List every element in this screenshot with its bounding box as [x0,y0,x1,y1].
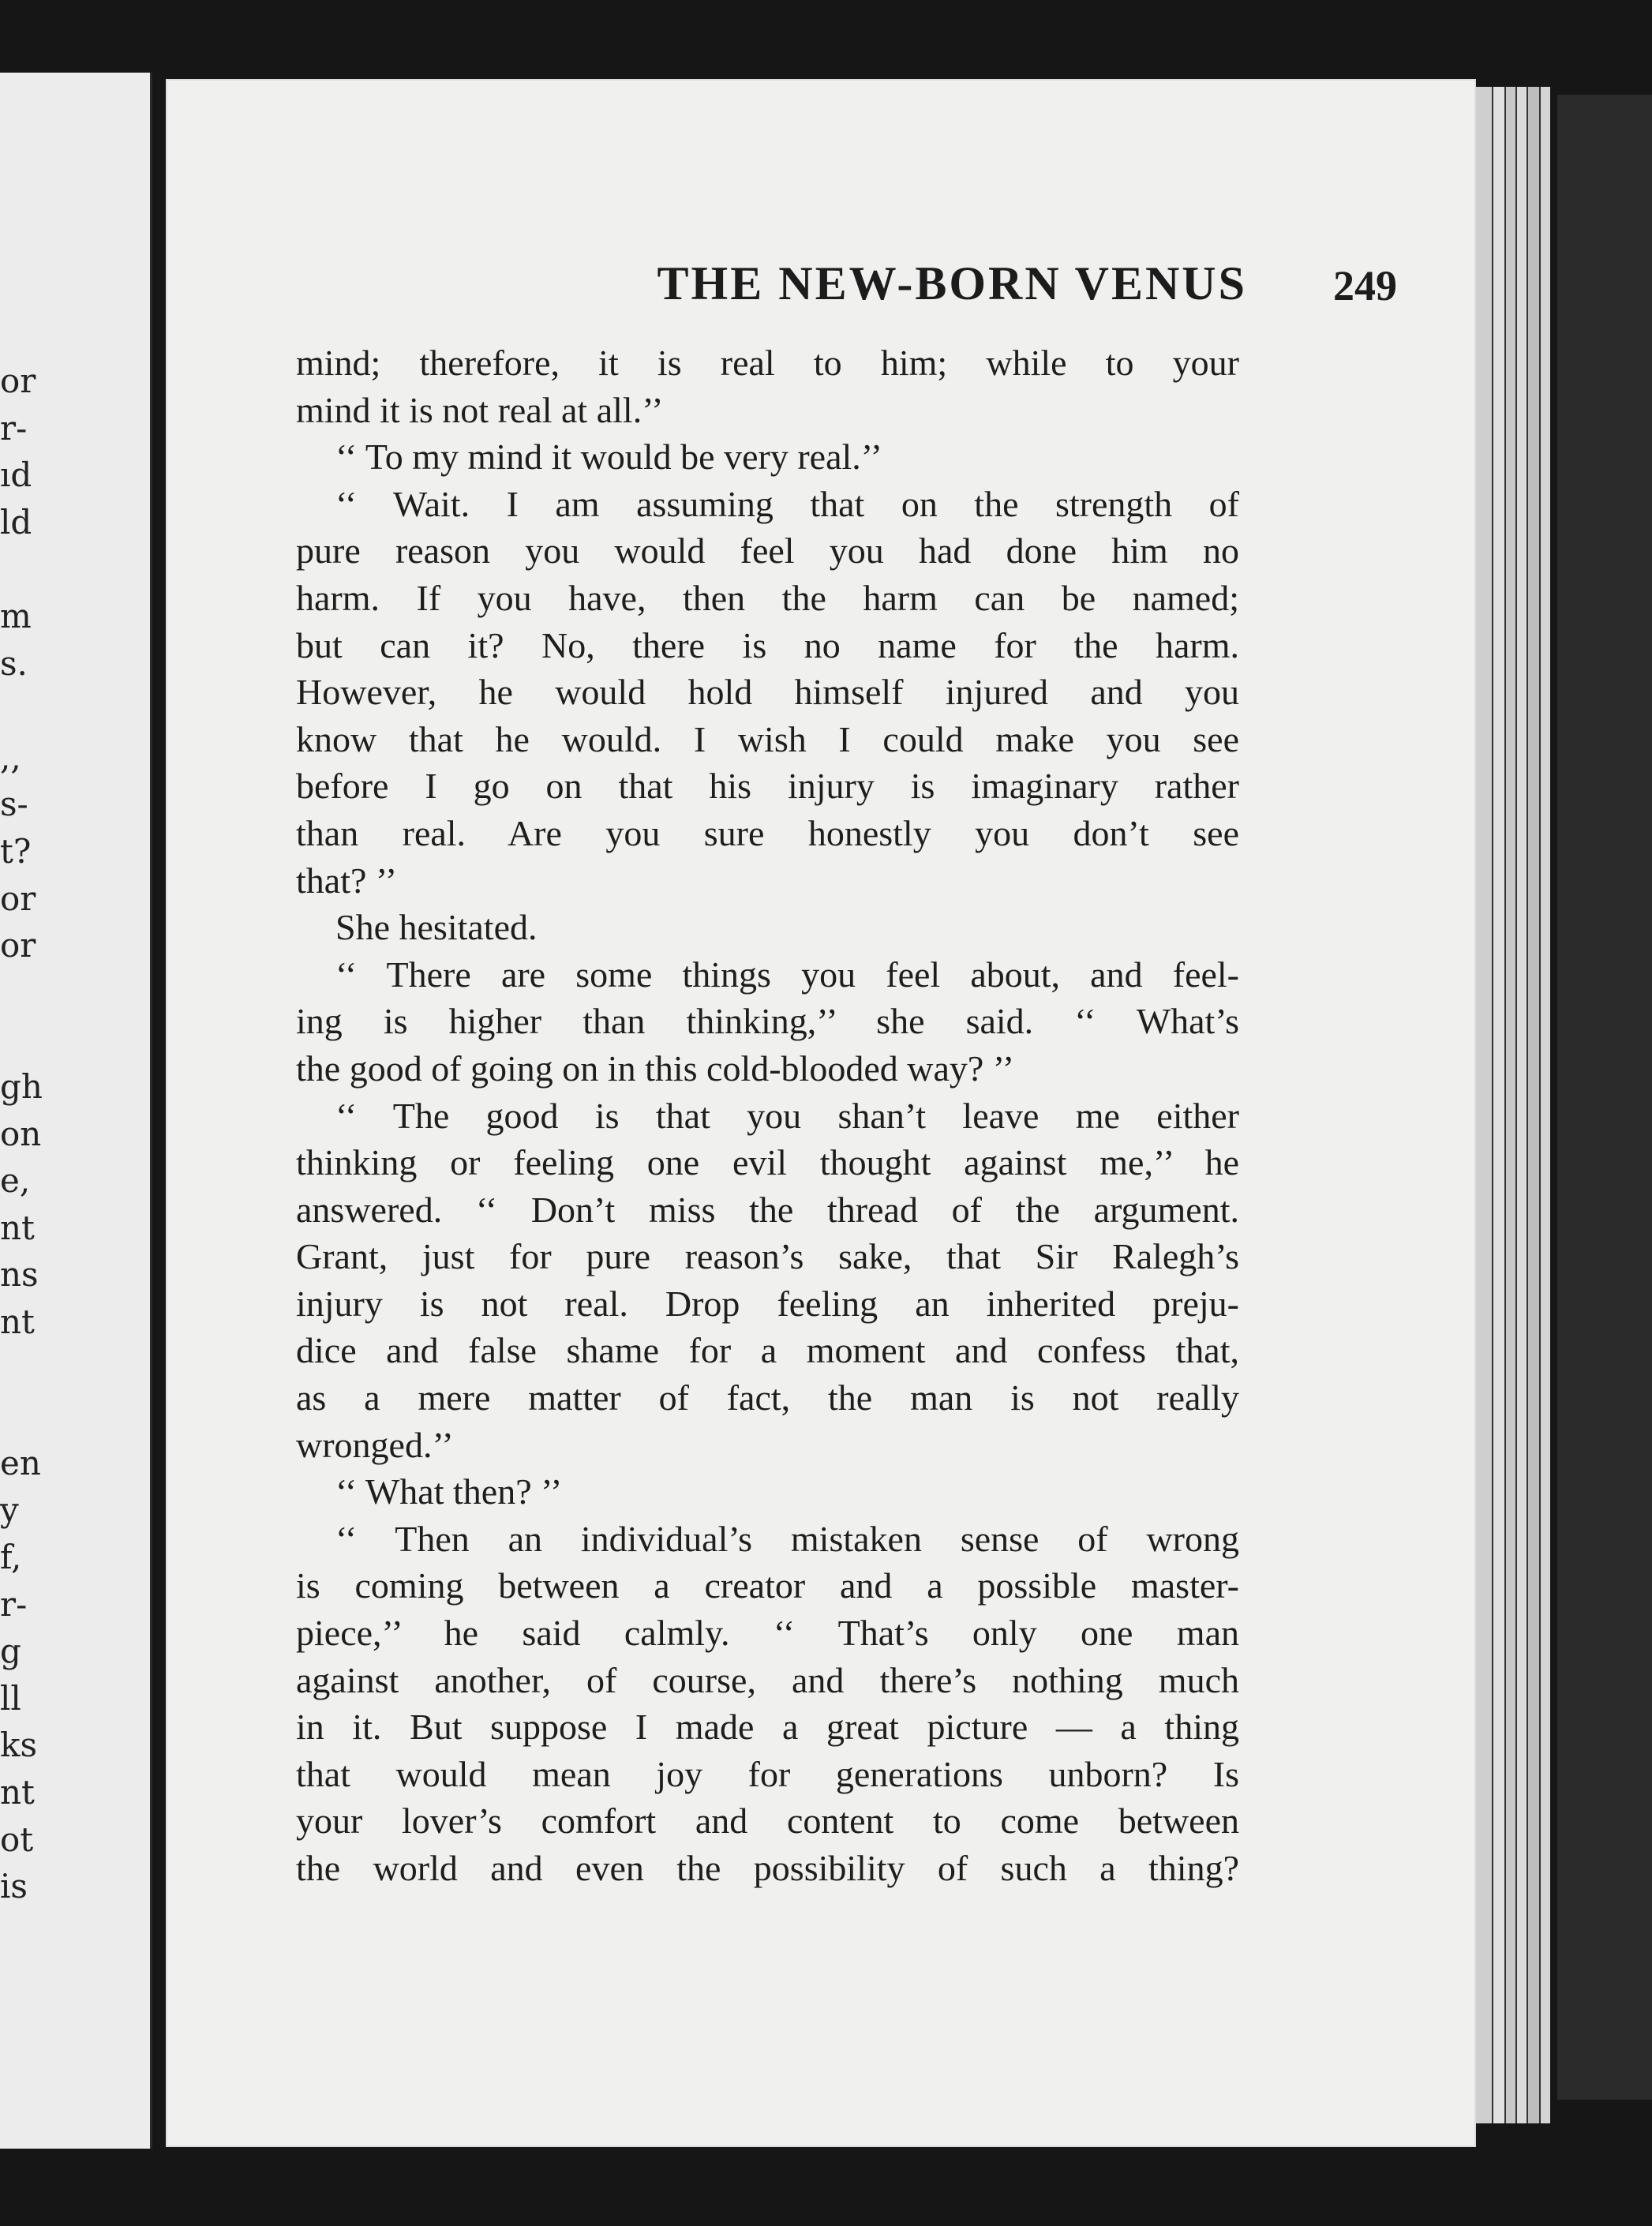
facing-page-fragment: nt [0,1302,35,1341]
text-line: wronged.’’ [296,1424,454,1465]
text-line: dice and false shame for a moment and confess that, [296,1330,1239,1371]
text-line: thinking or feeling one evil thought against me,’’ he [296,1142,1239,1183]
facing-page-fragment: is [0,1867,28,1906]
facing-page-fragment: s. [0,643,28,683]
text-line: against another, of course, and there’s nothing much [296,1659,1239,1700]
running-title: THE NEW-BORN VENUS [657,257,1247,309]
facing-page-fragment: nt [0,1208,35,1247]
text-line: answered. ‘‘ Don’t miss the thread of the argument. [296,1189,1239,1230]
facing-page [0,73,152,2149]
text-line: mind; therefore, it is real to him; while to your [296,343,1239,383]
facing-page-fragment: ot [0,1819,34,1859]
text-line: Grant, just for pure reason’s sake, that Sir Ralegh’s [296,1236,1239,1277]
text-line: ing is higher than thinking,’’ she said. ‘‘ What’s [296,1001,1239,1042]
facing-page-fragment: r- [0,408,28,448]
text-line: ‘‘ Wait. I am assuming that on the strength of [335,483,1239,524]
text-line: know that he would. I wish I could make you see [296,718,1239,759]
text-line: that would mean joy for generations unborn? Is [296,1753,1239,1794]
facing-page-fragment: ns [0,1255,39,1295]
text-line: mind it is not real at all.’’ [296,389,664,430]
facing-page-fragment: e, [0,1161,31,1201]
page-edge [1504,87,1515,2123]
text-line: your lover’s comfort and content to come between [296,1801,1239,1842]
facing-page-fragment: s- [0,785,28,824]
running-head [434,257,1397,328]
facing-page-fragment: m [0,597,32,635]
facing-page-fragment: or [0,362,36,400]
facing-page-fragment: y [0,1490,19,1530]
facing-page-fragment: ıd [0,455,32,495]
book-spine [1557,95,1652,2100]
page-edge [1492,87,1504,2123]
text-line: However, he would hold himself injured and you [296,672,1239,713]
text-line: the world and even the possibility of such a thing? [296,1848,1239,1888]
text-line: in it. But suppose I made a great picture — a thing [296,1707,1239,1748]
text-line: but can it? No, there is no name for the harm. [296,624,1239,665]
text-line: ‘‘ Then an individual’s mistaken sense of wrong [335,1518,1239,1559]
page-edge [1527,87,1539,2123]
text-line: as a mere matter of fact, the man is not really [296,1377,1239,1418]
facing-page-fragment: nt [0,1773,35,1812]
page-number: 249 [1333,262,1397,309]
text-line: than real. Are you sure honestly you don’t see [296,812,1239,853]
text-line: ‘‘ There are some things you feel about, and feel- [335,954,1239,995]
text-line: pure reason you would feel you had done him no [296,530,1239,571]
facing-page-fragment: or [0,879,36,918]
book-page [166,79,1476,2147]
text-line: ‘‘ The good is that you shan’t leave me either [335,1095,1239,1136]
facing-page-fragment: t? [0,832,32,871]
text-line: ‘‘ To my mind it would be very real.’’ [335,437,882,478]
text-line: is coming between a creator and a possible master- [296,1565,1239,1606]
page-edge [1474,87,1492,2123]
facing-page-fragment: f, [0,1538,22,1576]
page-edge [1539,87,1550,2123]
text-line: piece,’’ he said calmly. ‘‘ That’s only one man [296,1613,1239,1654]
facing-page-fragment: en [0,1443,41,1482]
text-line: injury is not real. Drop feeling an inherited preju- [296,1283,1239,1324]
facing-page-fragment: on [0,1114,42,1153]
text-line: She hesitated. [335,907,538,948]
facing-page-fragment: r- [0,1584,28,1624]
text-line: ‘‘ What then? ’’ [335,1471,563,1512]
text-line: that? ’’ [296,860,398,901]
facing-page-fragment: g [0,1632,21,1671]
body-text [296,339,1239,1892]
text-line: before I go on that his injury is imaginary rather [296,766,1239,807]
facing-page-fragment: gh [0,1067,43,1106]
text-line: harm. If you have, then the harm can be named; [296,577,1239,618]
facing-page-fragment: ,, [0,737,21,777]
page-edge [1515,87,1527,2123]
text-line: the good of going on in this cold-blooded way? ’’ [296,1047,1015,1089]
facing-page-fragment: ks [0,1726,38,1765]
facing-page-fragment: or [0,926,36,965]
facing-page-fragment: ld [0,502,32,542]
facing-page-fragment: ll [0,1678,21,1718]
